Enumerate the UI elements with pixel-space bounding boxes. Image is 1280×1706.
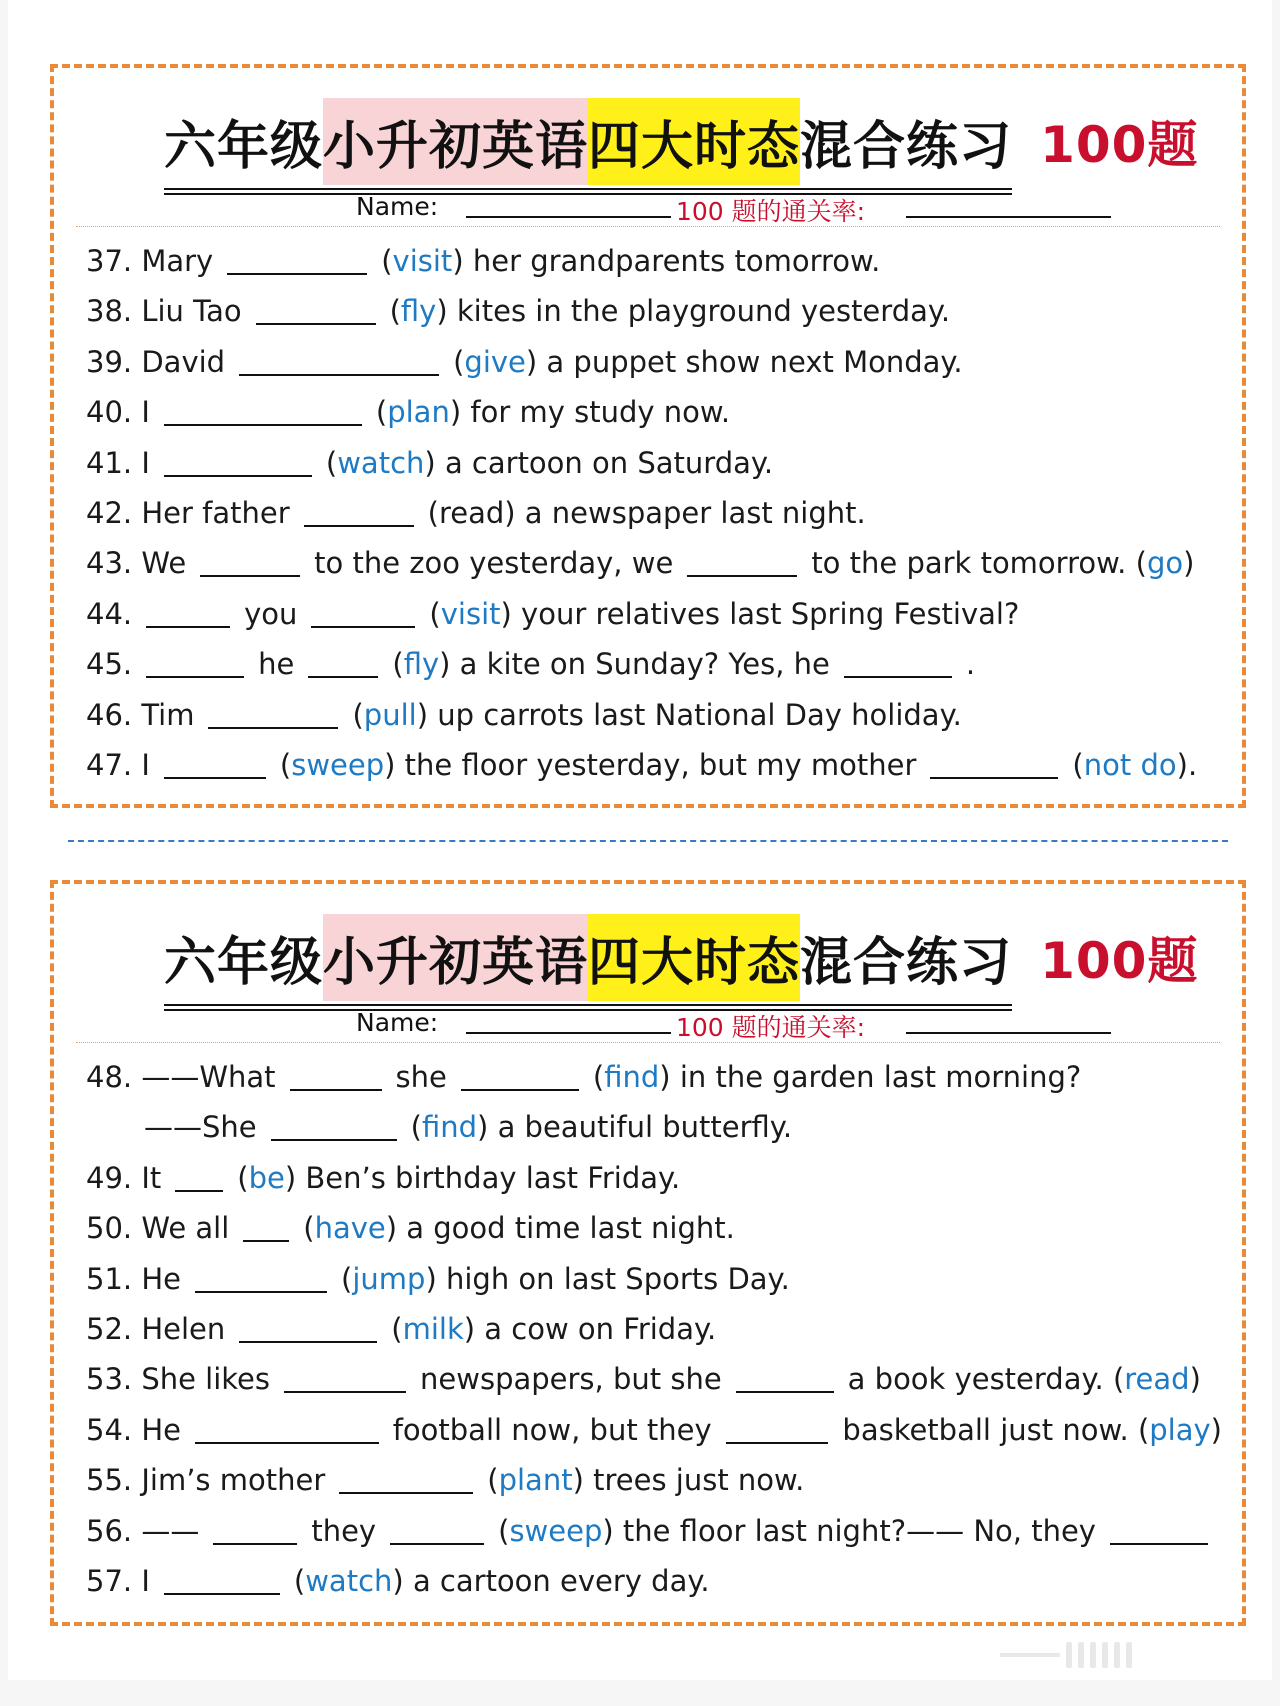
question-text: 43. We bbox=[86, 546, 187, 581]
question-row bbox=[86, 1052, 1222, 1102]
title-highlight-yellow: 四大时态 bbox=[588, 914, 800, 1001]
question-row bbox=[86, 286, 1222, 336]
question-text: 51. He bbox=[86, 1261, 181, 1296]
question-text: ( bbox=[592, 1060, 605, 1094]
verb-hint: visit bbox=[392, 244, 453, 278]
question-text: ( bbox=[389, 294, 401, 329]
question-text: ) high on last Sports Day. bbox=[425, 1261, 790, 1296]
question-text: 40. I bbox=[86, 395, 150, 430]
question-text: ) bbox=[1210, 1412, 1222, 1447]
title-count: 100题 bbox=[1040, 932, 1199, 990]
question-row bbox=[86, 639, 1222, 689]
worksheet-title bbox=[164, 98, 1012, 185]
question-text: 49. It bbox=[86, 1160, 162, 1195]
question-text: ) up carrots last National Day holiday. bbox=[416, 697, 962, 732]
title-part: 六年级 bbox=[164, 932, 324, 993]
question-text: ——She bbox=[144, 1110, 257, 1145]
answer-blank[interactable] bbox=[311, 604, 415, 628]
question-text: . bbox=[965, 647, 976, 682]
question-text: ) bbox=[1189, 1362, 1201, 1397]
question-text: ( bbox=[341, 1261, 353, 1296]
question-text: ) kites in the playground yesterday. bbox=[436, 294, 951, 329]
question-text: 57. I bbox=[86, 1563, 150, 1598]
name-label: Name: bbox=[356, 1008, 439, 1037]
question-text: ) your relatives last Spring Festival? bbox=[500, 596, 1020, 631]
worksheet-card bbox=[50, 64, 1246, 808]
answer-blank[interactable] bbox=[227, 251, 367, 275]
answer-blank[interactable] bbox=[290, 1067, 382, 1091]
question-text: ( bbox=[303, 1211, 315, 1246]
question-text: 45. bbox=[86, 647, 133, 682]
question-row bbox=[86, 1506, 1222, 1556]
worksheet-title bbox=[164, 914, 1012, 1001]
verb-hint: go bbox=[1146, 546, 1184, 581]
question-list bbox=[86, 236, 1222, 790]
question-text: ) her grandparents tomorrow. bbox=[452, 244, 881, 278]
question-text: ) a cartoon on Saturday. bbox=[424, 445, 774, 480]
name-label: Name: bbox=[356, 192, 439, 221]
question-text: ) a cartoon every day. bbox=[392, 1563, 710, 1598]
question-row bbox=[86, 1455, 1222, 1505]
verb-hint: find bbox=[604, 1060, 660, 1094]
question-text: 53. She likes bbox=[86, 1362, 271, 1397]
verb-hint: have bbox=[314, 1211, 386, 1246]
verb-hint: not do bbox=[1083, 747, 1177, 782]
question-text: ) the floor yesterday, but my mother bbox=[384, 747, 917, 782]
question-text: ) a good time last night. bbox=[385, 1211, 735, 1246]
answer-blank[interactable] bbox=[308, 654, 378, 678]
name-blank[interactable] bbox=[466, 216, 671, 218]
name-blank[interactable] bbox=[466, 1032, 671, 1034]
question-text: ) a kite on Sunday? Yes, he bbox=[439, 647, 830, 682]
question-text: ). bbox=[1176, 747, 1198, 782]
worksheet-page bbox=[8, 0, 1272, 1680]
answer-blank[interactable] bbox=[461, 1067, 579, 1091]
answer-blank[interactable] bbox=[844, 654, 952, 678]
answer-blank[interactable] bbox=[390, 1521, 484, 1545]
question-text: ( bbox=[487, 1463, 499, 1498]
answer-blank[interactable] bbox=[200, 553, 300, 577]
question-text: ) a puppet show next Monday. bbox=[525, 344, 963, 379]
question-row bbox=[86, 690, 1222, 740]
question-text: he bbox=[258, 647, 295, 682]
question-text: newspapers, but she bbox=[420, 1362, 722, 1397]
pass-rate-blank[interactable] bbox=[906, 216, 1111, 218]
question-text: ) bbox=[1183, 546, 1195, 581]
question-row bbox=[86, 1354, 1222, 1404]
answer-blank[interactable] bbox=[243, 1218, 289, 1242]
verb-hint: sweep bbox=[509, 1513, 603, 1548]
title-highlight-yellow: 四大时态 bbox=[588, 98, 800, 185]
answer-blank[interactable] bbox=[195, 1420, 379, 1444]
question-text: to the park tomorrow. ( bbox=[811, 546, 1147, 581]
answer-blank[interactable] bbox=[195, 1269, 327, 1293]
question-text: 56. —— bbox=[86, 1513, 200, 1548]
question-text: basketball just now. ( bbox=[842, 1412, 1150, 1447]
answer-blank[interactable] bbox=[256, 301, 376, 325]
title-highlight-pink: 小升初英语 bbox=[323, 914, 588, 1001]
title-row bbox=[164, 912, 1198, 1002]
question-text: 44. bbox=[86, 596, 133, 631]
question-row bbox=[86, 1405, 1222, 1455]
answer-blank[interactable] bbox=[726, 1420, 829, 1444]
answer-blank[interactable] bbox=[164, 453, 312, 477]
verb-hint: play bbox=[1149, 1412, 1211, 1447]
verb-hint: find bbox=[421, 1110, 478, 1145]
verb-hint: pull bbox=[363, 697, 417, 732]
verb-hint: give bbox=[464, 344, 526, 379]
answer-blank[interactable] bbox=[271, 1117, 397, 1141]
verb-hint: watch bbox=[305, 1563, 393, 1598]
question-text: ) a beautiful butterfly. bbox=[477, 1110, 793, 1145]
question-text: ( bbox=[381, 244, 393, 278]
pass-rate-blank[interactable] bbox=[906, 1032, 1111, 1034]
title-highlight-pink: 小升初英语 bbox=[323, 98, 588, 185]
verb-hint: jump bbox=[352, 1261, 426, 1296]
question-text: 55. Jim’s mother bbox=[86, 1463, 326, 1498]
question-text: ( bbox=[1072, 747, 1084, 782]
verb-hint: fly bbox=[403, 647, 440, 682]
answer-blank[interactable] bbox=[164, 402, 362, 426]
question-row bbox=[86, 337, 1222, 387]
question-text: a book yesterday. ( bbox=[847, 1362, 1125, 1397]
answer-blank[interactable] bbox=[339, 1470, 473, 1494]
question-text: football now, but they bbox=[392, 1412, 712, 1447]
answer-blank[interactable] bbox=[304, 503, 414, 527]
question-text: ( bbox=[279, 747, 292, 782]
name-row bbox=[76, 1002, 1220, 1043]
question-row bbox=[86, 1304, 1222, 1354]
verb-hint: plan bbox=[387, 395, 450, 430]
question-text: ( bbox=[429, 596, 441, 631]
answer-blank[interactable] bbox=[930, 755, 1058, 779]
verb-hint: be bbox=[248, 1160, 285, 1195]
name-row bbox=[76, 186, 1220, 227]
question-row bbox=[86, 387, 1222, 437]
question-text: you bbox=[244, 596, 298, 631]
pass-rate-label: 100 题的通关率: bbox=[676, 1013, 866, 1042]
question-text: ( bbox=[410, 1110, 422, 1145]
question-text: ( bbox=[453, 344, 465, 379]
question-text: to the zoo yesterday, we bbox=[314, 546, 674, 581]
answer-blank[interactable] bbox=[164, 755, 266, 779]
question-text: ) a cow on Friday. bbox=[463, 1311, 717, 1346]
question-text: 47. I bbox=[86, 747, 150, 782]
question-text: 48. ——What bbox=[86, 1060, 276, 1094]
question-text: ( bbox=[352, 697, 364, 732]
question-text: (read) a newspaper last night. bbox=[427, 495, 866, 530]
question-text: ) trees just now. bbox=[572, 1463, 805, 1498]
verb-hint: plant bbox=[498, 1463, 573, 1498]
question-text: 38. Liu Tao bbox=[86, 294, 242, 329]
question-text: 52. Helen bbox=[86, 1311, 226, 1346]
question-row bbox=[86, 236, 1222, 286]
question-row bbox=[86, 438, 1222, 488]
question-text: ( bbox=[392, 647, 404, 682]
answer-blank[interactable] bbox=[213, 1521, 297, 1545]
question-text: ) in the garden last morning? bbox=[659, 1060, 1082, 1094]
title-count: 100题 bbox=[1040, 116, 1199, 174]
question-text: 50. We all bbox=[86, 1211, 230, 1246]
question-row bbox=[86, 1556, 1222, 1606]
answer-blank[interactable] bbox=[284, 1369, 406, 1393]
answer-blank[interactable] bbox=[239, 1319, 377, 1343]
answer-blank[interactable] bbox=[164, 1571, 280, 1595]
question-text: 37. Mary bbox=[86, 244, 214, 278]
answer-blank[interactable] bbox=[146, 654, 244, 678]
question-text: they bbox=[311, 1513, 377, 1548]
question-row bbox=[86, 538, 1222, 588]
question-list bbox=[86, 1052, 1222, 1606]
answer-blank[interactable] bbox=[736, 1369, 834, 1393]
dashed-divider bbox=[68, 840, 1228, 842]
question-row bbox=[86, 1203, 1222, 1253]
pass-rate-label: 100 题的通关率: bbox=[676, 197, 866, 226]
question-row bbox=[86, 740, 1222, 790]
question-text: ( bbox=[293, 1563, 306, 1598]
answer-blank[interactable] bbox=[146, 604, 230, 628]
answer-blank[interactable] bbox=[687, 553, 797, 577]
verb-hint: sweep bbox=[291, 747, 385, 782]
question-text: 46. Tim bbox=[86, 697, 195, 732]
verb-hint: fly bbox=[400, 294, 437, 329]
question-text: 54. He bbox=[86, 1412, 181, 1447]
question-text: ( bbox=[391, 1311, 403, 1346]
question-text: ) for my study now. bbox=[449, 395, 731, 430]
question-text: ( bbox=[237, 1160, 249, 1195]
question-text: 42. Her father bbox=[86, 495, 290, 530]
question-row bbox=[86, 488, 1222, 538]
answer-blank[interactable] bbox=[239, 352, 439, 376]
answer-blank[interactable] bbox=[175, 1168, 223, 1192]
answer-blank[interactable] bbox=[208, 705, 338, 729]
title-part: 六年级 bbox=[164, 116, 324, 177]
question-text: ( bbox=[375, 395, 388, 430]
verb-hint: watch bbox=[337, 445, 425, 480]
title-row bbox=[164, 96, 1198, 186]
question-text: ) Ben’s birthday last Friday. bbox=[284, 1160, 681, 1195]
verb-hint: visit bbox=[440, 596, 501, 631]
verb-hint: read bbox=[1124, 1362, 1190, 1397]
question-row bbox=[86, 1102, 1222, 1152]
question-row bbox=[86, 1254, 1222, 1304]
question-text: ( bbox=[498, 1513, 510, 1548]
question-text: ) the floor last night?—— No, they bbox=[602, 1513, 1096, 1548]
question-row bbox=[86, 1153, 1222, 1203]
question-text: 39. David bbox=[86, 344, 226, 379]
title-part: 混合练习 bbox=[800, 932, 1013, 993]
title-part: 混合练习 bbox=[800, 116, 1013, 177]
watermark-logo bbox=[1000, 1640, 1250, 1670]
question-text: 41. I bbox=[86, 445, 150, 480]
question-text: ( bbox=[325, 445, 338, 480]
question-row bbox=[86, 589, 1222, 639]
answer-blank[interactable] bbox=[1110, 1521, 1208, 1545]
verb-hint: milk bbox=[402, 1311, 464, 1346]
question-text: she bbox=[395, 1060, 447, 1094]
worksheet-card bbox=[50, 880, 1246, 1626]
